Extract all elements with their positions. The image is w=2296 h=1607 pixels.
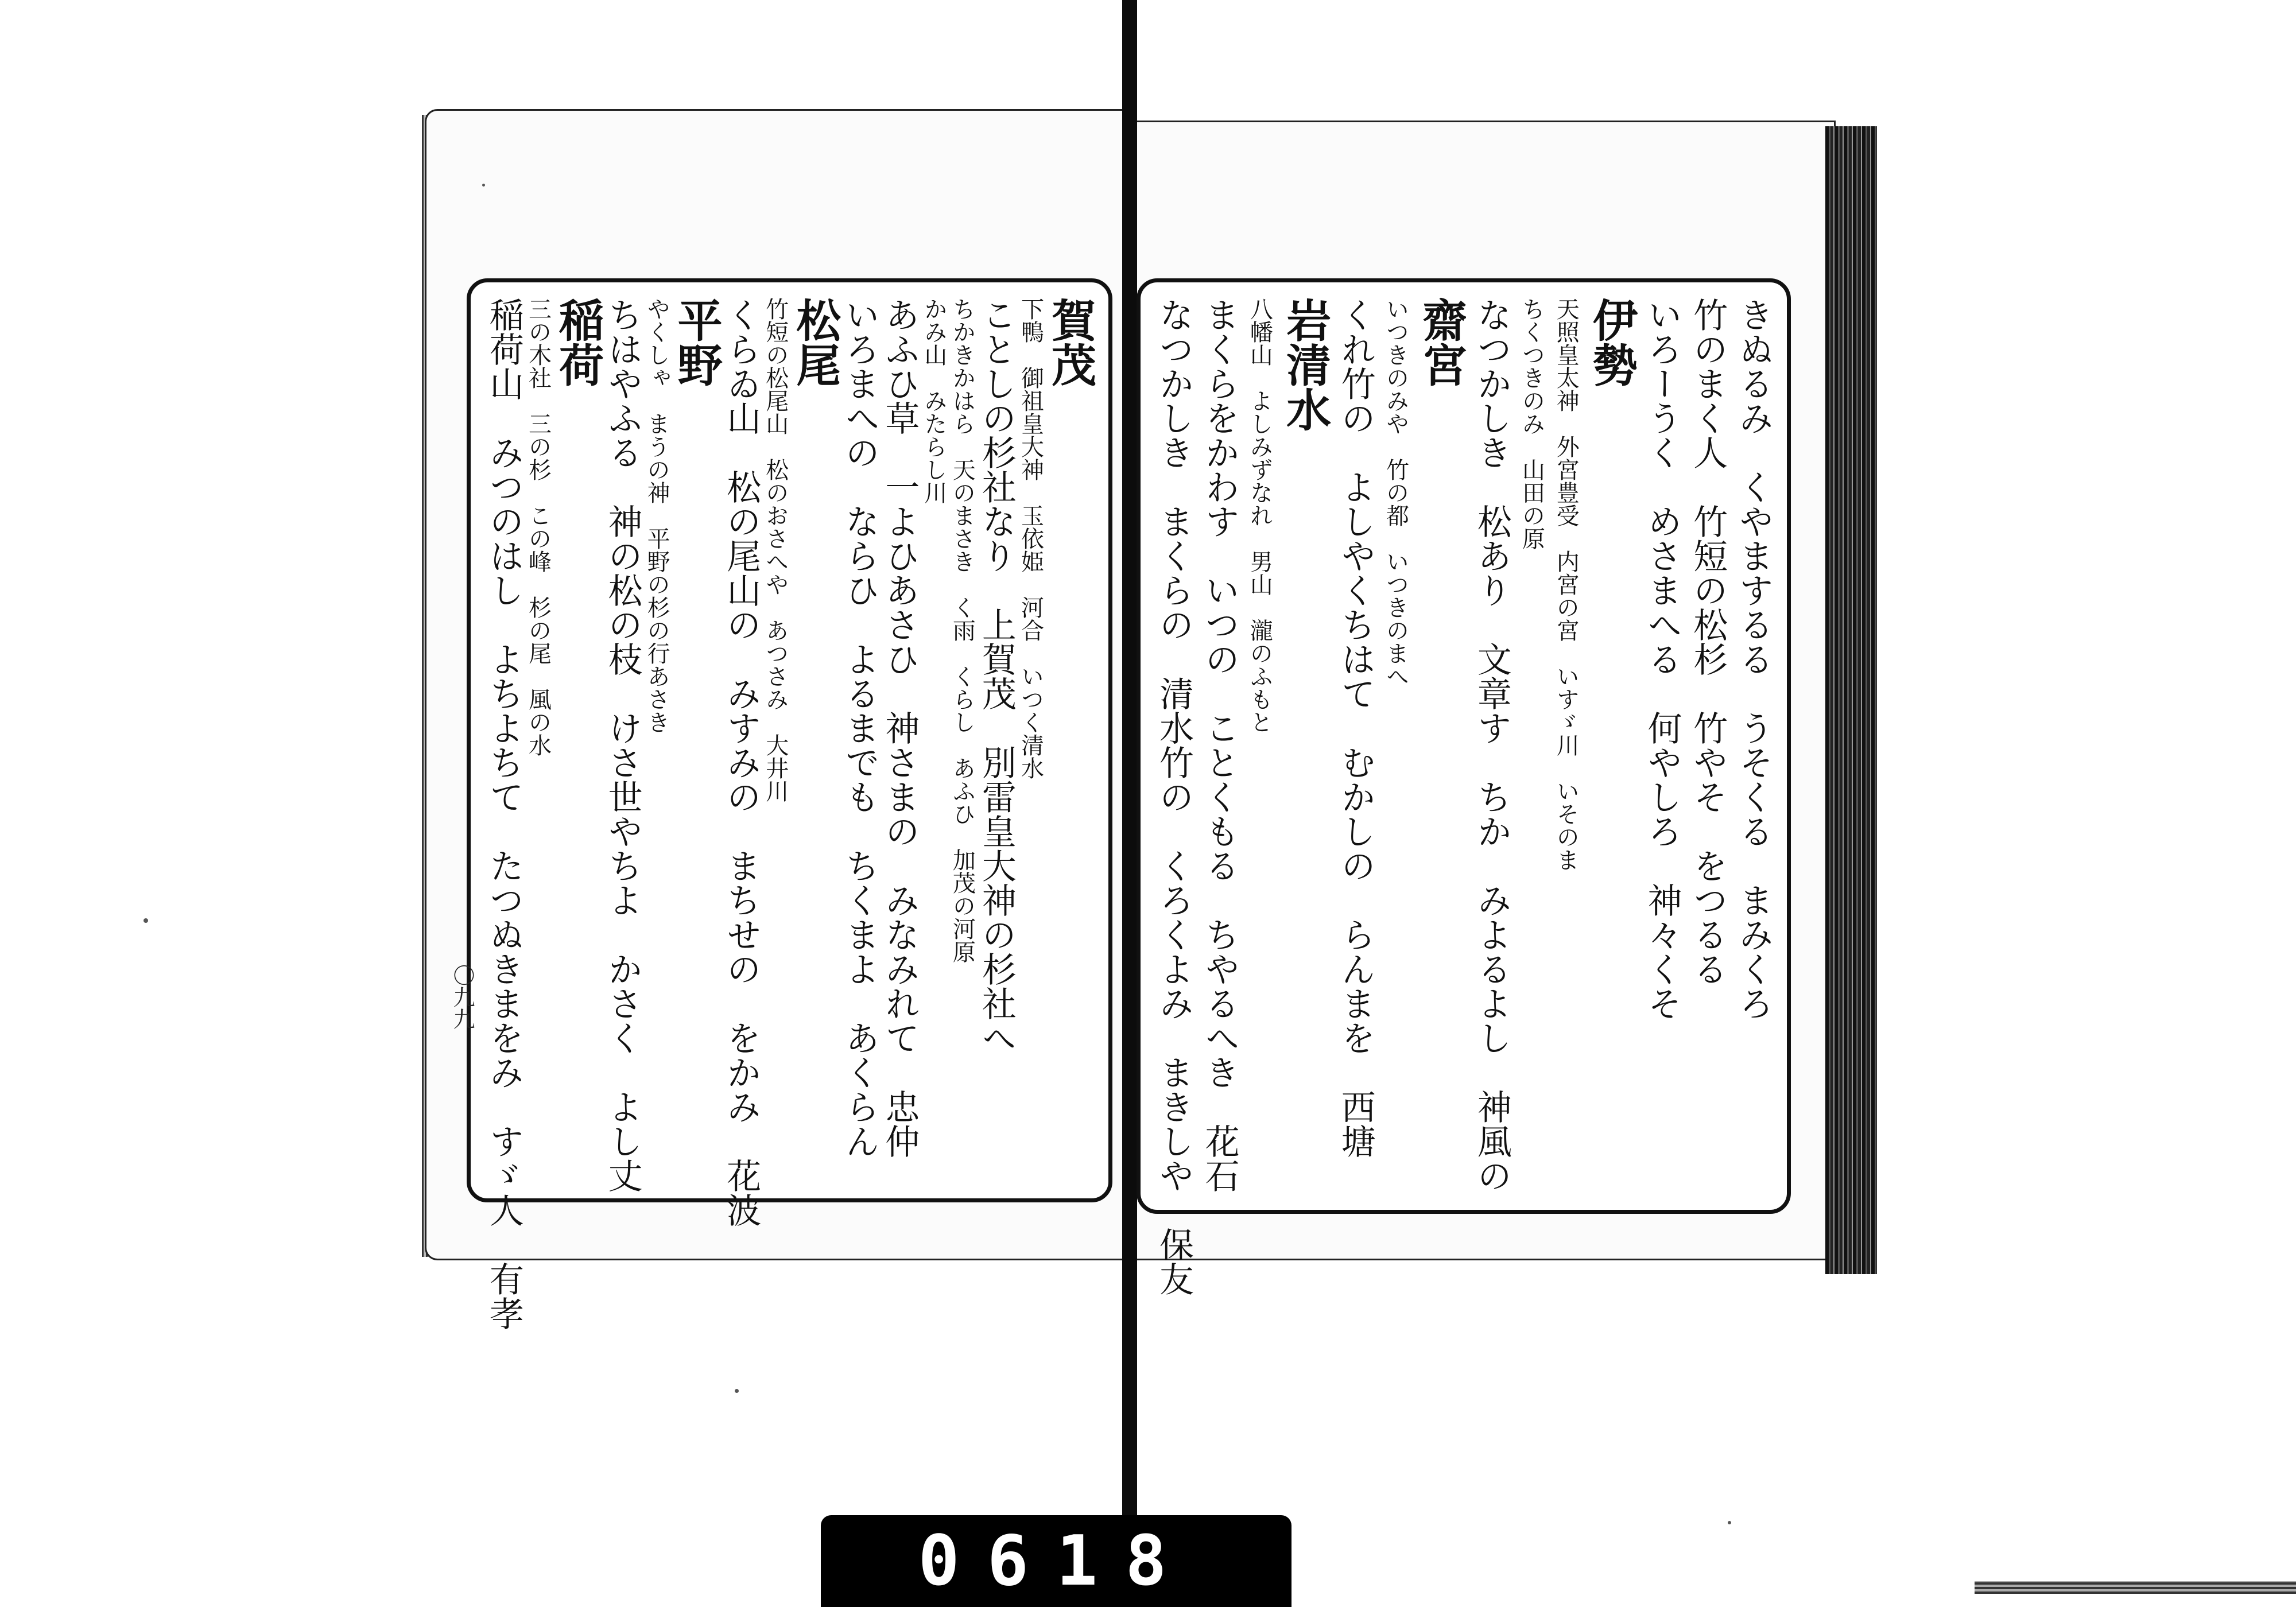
book-spine — [1122, 0, 1137, 1561]
right-column-annotation: ちくつきのみ 山田の原 — [1518, 297, 1545, 550]
scan-speck — [1728, 1521, 1731, 1524]
left-column-poem: くらゐ山 松の尾山の みすみの まちせの をかみ 花波 — [721, 297, 762, 1227]
right-page-frame — [1137, 278, 1791, 1296]
scan-speck — [735, 1389, 739, 1393]
scan-artifact-bar — [1975, 1581, 2296, 1594]
right-column-poem: いろーうく めさまへる 何やしろ 神々くそ — [1642, 297, 1682, 1020]
left-page-columns — [484, 297, 1096, 1330]
scan-speck — [144, 918, 148, 923]
right-column-heading: 伊勢 — [1585, 297, 1638, 387]
left-column-heading: 稲荷 — [552, 297, 604, 387]
frame-number: 0618 — [918, 1521, 1194, 1601]
scan-speck — [482, 184, 485, 187]
left-column-poem: 稲荷山 みつのはし よちよちて たつぬきまをみ すゞ人 有孝 — [484, 297, 524, 1330]
left-column-poem: ちはやふる 神の松の枝 けさ世やちよ かさく よし丈 — [602, 297, 643, 1193]
right-column-poem: なつかしき 松あり 文章す ちか みよるよし 神風の — [1471, 297, 1512, 1193]
right-column-poem: 竹のまく人 竹短の松杉 竹やそ をつるる — [1688, 297, 1728, 986]
right-page-edge — [1825, 126, 1877, 1274]
left-column-annotation: 竹短の松尾山 松のおさへや あつさみ 大井川 — [762, 297, 789, 802]
right-column-poem: まくらをかわす いつの ことくもる ちやるへき 花石 — [1199, 297, 1240, 1193]
right-column-poem: なつかしき まくらの 清水竹の くろくよみ まきしや 保友 — [1154, 297, 1194, 1296]
left-column-poem: ことしの杉社なり 上賀茂 別雷皇大神の杉社へ — [976, 297, 1017, 1055]
left-column-annotation: 三の木社 三の杉 この峰 杉の尾 風の水 — [525, 297, 552, 756]
left-column-annotation: やくしゃ まうの神 平野の杉の行あさき — [643, 297, 670, 733]
frame-number-stamp — [821, 1515, 1292, 1607]
right-column-poem: きぬるみ くやまするる うそくる まみくろ — [1733, 297, 1774, 1020]
left-column-heading: 賀茂 — [1044, 297, 1096, 387]
left-column-annotation: ちかきかはら 天のまさき く雨 くらし あふひ 加茂の河原 — [949, 297, 976, 963]
left-page-frame — [467, 278, 1112, 1330]
right-page-columns — [1154, 297, 1774, 1296]
left-column-poem: いろまへの ならひ よるまでも ちくまよ あくらん — [839, 297, 880, 1158]
left-column-poem: あふひ草 一よひあさひ 神さまの みなみれて 忠仲 — [879, 297, 920, 1158]
right-column-annotation: 天照皇太神 外宮豊受 内宮の宮 いすゞ川 いそのま — [1553, 297, 1580, 871]
right-column-annotation: いつきのみや 竹の都 いつきのまへ — [1382, 297, 1409, 688]
left-column-annotation: 下鴨 御祖皇大神 玉依姫 河合 いつく清水 — [1017, 297, 1044, 779]
right-column-heading: 岩清水 — [1279, 297, 1332, 432]
left-column-heading: 松尾 — [789, 297, 841, 387]
page-number: 〇九九 — [449, 964, 475, 1030]
left-column-heading: 平野 — [670, 297, 723, 387]
right-column-annotation: 八幡山 よしみずなれ 男山 瀧のふもと — [1246, 297, 1273, 733]
right-column-poem: くれ竹の よしやくちはて むかしの らんまを 西塘 — [1335, 297, 1376, 1158]
left-column-annotation: かみ山 みたらし川 — [920, 297, 947, 504]
right-column-heading: 齋宮 — [1415, 297, 1468, 387]
